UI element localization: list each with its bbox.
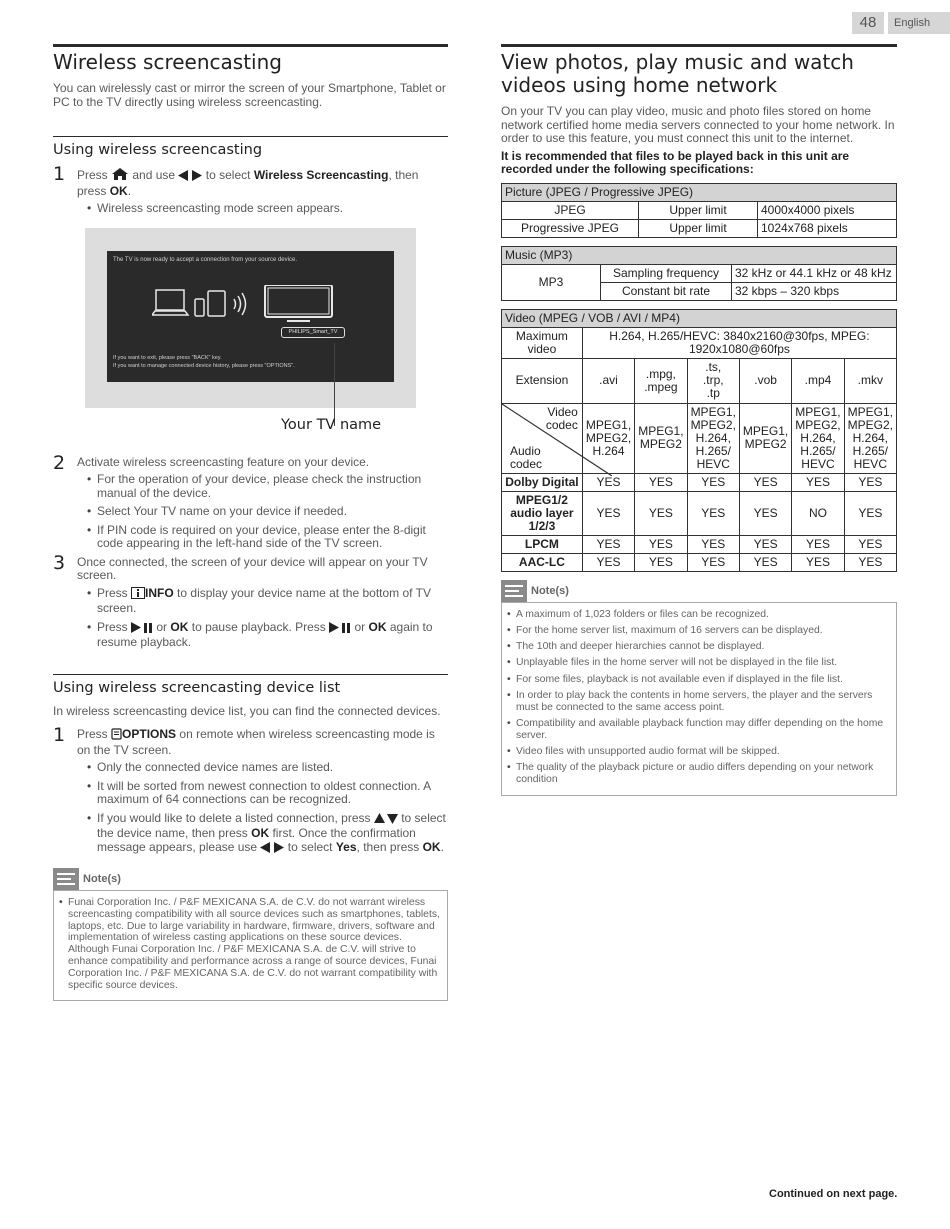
recommend-text: It is recommended that files to be played back in this unit are recorded under the following specifications: — [501, 148, 850, 176]
bullet-item: • For the operation of your device, please check the instruction manual of the device. — [87, 473, 448, 500]
screen-footer-line: If you want to manage connected device history, please press "OPTIONS". — [113, 362, 295, 369]
step-bullets — [77, 587, 448, 650]
note-item: • Video files with unsupported audio format will be skipped. — [506, 746, 892, 758]
table-cell: Upper limit — [639, 201, 758, 219]
table-cell: YES — [739, 473, 791, 491]
bullet-item — [87, 587, 448, 616]
notes-header — [53, 868, 448, 890]
tv-screen — [107, 251, 394, 382]
notes-label: Note(s) — [83, 873, 121, 885]
intro-text: You can wirelessly cast or mirror the screen of your Smartphone, Tablet or PC to the TV directly using wireless screencasting. — [53, 81, 446, 109]
callout-your-tv-name: Your TV name — [281, 416, 382, 433]
play-pause-icon — [131, 622, 153, 637]
table-cell: 4000x4000 pixels — [758, 201, 897, 219]
table-caption: Music (MP3) — [502, 246, 897, 264]
key-info: INFO — [145, 585, 174, 600]
screen-message: The TV is now ready to accept a connection from your source device. — [113, 256, 297, 263]
text-fragment: to display your device name at the bottom of TV screen. — [97, 585, 431, 615]
table-cell: 1024x768 pixels — [758, 219, 897, 237]
bullet-item — [87, 621, 448, 650]
picture-spec-table — [501, 183, 897, 238]
table-cell: YES — [792, 535, 844, 553]
table-cell: YES — [739, 553, 791, 571]
table-cell: YES — [635, 535, 687, 553]
table-cell: YES — [739, 491, 791, 535]
table-cell: MPEG1, MPEG2, H.264, H.265/ HEVC — [687, 403, 739, 473]
left-right-arrows-icon — [260, 842, 284, 857]
table-row — [502, 219, 897, 237]
step-bullets — [77, 202, 448, 216]
right-column — [501, 44, 897, 796]
table-cell: 32 kHz or 44.1 kHz or 48 kHz — [732, 264, 897, 282]
video-spec-table — [501, 309, 897, 572]
text-fragment: Press — [97, 619, 128, 634]
table-cell: MPEG1, MPEG2 — [739, 403, 791, 473]
key-options: OPTIONS — [122, 727, 177, 741]
language-tab: English — [888, 12, 950, 34]
table-row — [502, 553, 897, 571]
table-cell: YES — [844, 553, 896, 571]
table-cell: YES — [687, 473, 739, 491]
table-cell: Extension — [502, 358, 583, 403]
table-cell: Dolby Digital — [502, 473, 583, 491]
step-text: Activate wireless screencasting feature on your device. — [77, 454, 370, 469]
step-bullets — [77, 761, 448, 856]
table-cell: Progressive JPEG — [502, 219, 639, 237]
tv-name-label: PHILIPS_Smart_TV — [281, 327, 345, 338]
step-text: Once connected, the screen of your device will appear on your TV screen. — [77, 554, 428, 582]
intro-text: On your TV you can play video, music and photo files stored on home network certified home media servers connected to your home network. In order to use this feature, you must connect this unit to the internet. — [501, 104, 895, 145]
text-fragment: to pause playback. Press — [191, 619, 326, 634]
audio-codec-label: Audio codec — [510, 443, 543, 471]
table-row — [502, 535, 897, 553]
note-item: • Unplayable files in the home server will not be displayed in the file list. — [506, 657, 892, 669]
notes-label: Note(s) — [531, 584, 569, 597]
table-cell: YES — [582, 553, 634, 571]
table-cell: .mpg, .mpeg — [635, 358, 687, 403]
subsection-title-device-list: Using wireless screencasting device list — [53, 679, 341, 696]
table-cell: JPEG — [502, 201, 639, 219]
step-text — [77, 167, 448, 198]
table-cell: .vob — [739, 358, 791, 403]
table-cell: MPEG1, MPEG2 — [635, 403, 687, 473]
tv-screen-figure — [85, 228, 416, 433]
text-fragment: . — [440, 839, 444, 854]
table-cell: LPCM — [502, 535, 583, 553]
continued-footer: Continued on next page. — [769, 1188, 898, 1200]
table-cell: Maximum video — [502, 327, 583, 358]
table-row — [502, 201, 897, 219]
text-fragment: and use — [132, 168, 176, 182]
note-icon — [53, 868, 79, 890]
note-item: • For some files, playback is not available even if displayed in the file list. — [506, 674, 892, 686]
options-icon — [111, 728, 122, 744]
section-title-home-network: View photos, play music and watch videos using home network — [501, 50, 854, 97]
bullet-item: • It will be sorted from newest connection to oldest connection. A maximum of 64 connections can be recognized. — [87, 780, 448, 807]
step-2 — [53, 451, 448, 551]
table-cell: .avi — [582, 358, 634, 403]
callout-line — [334, 343, 335, 426]
text-fragment: or — [156, 619, 168, 634]
table-cell: Constant bit rate — [601, 282, 732, 300]
subsection-title-using: Using wireless screencasting — [53, 142, 263, 158]
table-row — [502, 264, 897, 282]
table-cell: .mp4 — [792, 358, 844, 403]
step-3 — [53, 551, 448, 650]
section-title-wireless-screencasting: Wireless screencasting — [53, 50, 282, 74]
table-cell: YES — [844, 535, 896, 553]
bullet-item: • If PIN code is required on your device, please enter the 8-digit code appearing in the left-hand side of the TV screen. — [87, 524, 448, 551]
text-fragment: or — [354, 619, 366, 634]
up-down-arrows-icon — [374, 813, 398, 828]
step-1 — [53, 163, 448, 216]
table-row — [502, 491, 897, 535]
note-icon — [501, 580, 527, 602]
step-number: 3 — [53, 551, 66, 574]
section-rule — [53, 44, 448, 47]
text-fragment: , then press — [356, 839, 420, 854]
text-fragment: to select — [205, 168, 251, 182]
key-ok: OK — [251, 826, 270, 840]
devices-illustration-icon — [152, 285, 352, 325]
table-cell: YES — [582, 535, 634, 553]
notes-box — [53, 890, 448, 1001]
step-1-device-list — [53, 724, 448, 856]
key-ok: OK — [422, 839, 441, 854]
text-fragment: Press — [77, 168, 108, 182]
step-number: 1 — [53, 724, 66, 746]
table-cell: YES — [792, 473, 844, 491]
key-ok: OK — [368, 619, 387, 634]
subsection-rule — [53, 136, 448, 137]
note-item: • The quality of the playback picture or audio differs depending on your network condition — [506, 762, 892, 786]
table-caption: Picture (JPEG / Progressive JPEG) — [502, 183, 897, 201]
bullet-item — [87, 812, 448, 857]
text-fragment: If you would like to delete a listed connection, press — [97, 810, 371, 825]
table-row — [502, 327, 897, 358]
key-wireless-screencasting: Wireless Screencasting — [253, 168, 389, 182]
table-cell: YES — [844, 473, 896, 491]
step-number: 1 — [53, 163, 66, 185]
table-caption: Video (MPEG / VOB / AVI / MP4) — [502, 309, 897, 327]
text-fragment: on remote when wireless screencasting mode is on the TV screen. — [77, 727, 435, 757]
note-item: • In order to play back the contents in home servers, the player and the servers must be connected to the same access point. — [506, 690, 892, 714]
step-text — [77, 728, 448, 757]
table-cell: YES — [635, 473, 687, 491]
screen-footer — [113, 354, 295, 370]
step-bullets — [77, 473, 448, 551]
table-cell: .mkv — [844, 358, 896, 403]
table-cell: YES — [844, 491, 896, 535]
text-fragment: Press — [77, 727, 108, 741]
text-fragment: to select — [287, 839, 333, 854]
notes-box — [501, 602, 897, 796]
notes-header — [501, 580, 897, 602]
table-row — [502, 358, 897, 403]
note-item: • Funai Corporation Inc. / P&F MEXICANA S.A. de C.V. do not warrant wireless screencasting compatibility with all source devices such as smartphones, tablets, laptops, etc. Due to large variability in hardware, firmware, drivers, software and implementation of wireless casting applications on these source devices. Although Funai Corporation Inc. / P&F MEXICANA S.A. de C.V. will strive to enhance compatibility and performance across a range of source devices, Funai Corporation Inc. / P&F MEXICANA S.A. de C.V. do not warrant compatibility with specific source devices. — [58, 897, 443, 991]
bullet-item: • Select Your TV name on your device if needed. — [87, 505, 448, 519]
text-fragment: . — [127, 183, 132, 198]
play-pause-icon — [329, 622, 351, 637]
page-number: 48 — [852, 12, 884, 34]
video-codec-label: Video codec — [545, 404, 578, 432]
text-fragment: , then press — [77, 168, 419, 198]
key-ok: OK — [170, 619, 189, 634]
table-cell: NO — [792, 491, 844, 535]
table-cell: YES — [739, 535, 791, 553]
note-item: • The 10th and deeper hierarchies cannot be displayed. — [506, 641, 892, 653]
text-fragment: first. Once the confirmation message appears, please use — [97, 826, 416, 854]
table-cell: YES — [635, 491, 687, 535]
step-number: 2 — [53, 451, 66, 474]
text-fragment: Press — [97, 585, 128, 600]
table-cell: Sampling frequency — [601, 264, 732, 282]
bullet-item: • Only the connected device names are listed. — [87, 761, 448, 775]
table-cell: MPEG1, MPEG2, H.264, H.265/ HEVC — [792, 403, 844, 473]
note-item: • Compatibility and available playback function may differ depending on the home server. — [506, 718, 892, 742]
left-column — [53, 44, 448, 1001]
table-cell: AAC-LC — [502, 553, 583, 571]
table-cell: YES — [635, 553, 687, 571]
table-row — [502, 403, 897, 473]
table-cell: MPEG1, MPEG2, H.264 — [582, 403, 634, 473]
home-icon — [111, 167, 129, 185]
screen-footer-line: If you want to exit, please press "BACK" key. — [113, 354, 222, 361]
note-item: • A maximum of 1,023 folders or files can be recognized. — [506, 609, 892, 621]
table-cell: YES — [792, 553, 844, 571]
subsection-rule — [53, 674, 448, 675]
info-icon — [131, 587, 145, 603]
music-spec-table — [501, 246, 897, 301]
table-row — [502, 473, 897, 491]
key-yes: Yes — [335, 839, 357, 854]
table-cell: .ts, .trp, .tp — [687, 358, 739, 403]
section-rule — [501, 44, 897, 47]
text-fragment: to select the device name, then press — [97, 810, 446, 840]
note-item: • For the home server list, maximum of 16 servers can be displayed. — [506, 625, 892, 637]
key-ok: OK — [109, 183, 128, 198]
table-cell: YES — [687, 491, 739, 535]
table-cell: 32 kbps – 320 kbps — [732, 282, 897, 300]
table-cell: YES — [687, 535, 739, 553]
left-right-arrows-icon — [178, 170, 202, 185]
table-cell: YES — [582, 491, 634, 535]
codec-diagonal-header — [502, 403, 583, 473]
table-cell: YES — [687, 553, 739, 571]
bullet-item: • Wireless screencasting mode screen appears. — [87, 202, 448, 216]
intro-text: In wireless screencasting device list, you can find the connected devices. — [53, 703, 441, 718]
table-cell: Upper limit — [639, 219, 758, 237]
text-fragment: again to resume playback. — [97, 619, 433, 649]
table-cell: MPEG1/2 audio layer 1/2/3 — [502, 491, 583, 535]
table-cell: MP3 — [502, 264, 601, 300]
table-cell: H.264, H.265/HEVC: 3840x2160@30fps, MPEG: 1920x1080@60fps — [582, 327, 896, 358]
table-cell: YES — [582, 473, 634, 491]
table-cell: MPEG1, MPEG2, H.264, H.265/ HEVC — [844, 403, 896, 473]
